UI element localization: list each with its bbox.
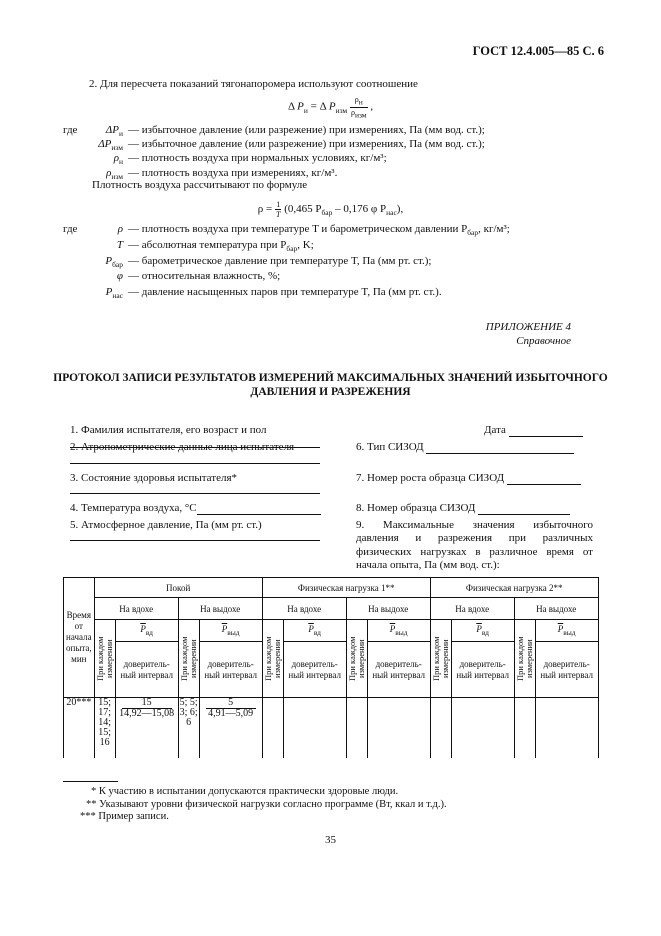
measurement-value: 6 [186,717,192,728]
definition-text: — плотность воздуха при измерениях, кг/м³. [128,166,338,179]
field-4-temperature: 4. Температура воздуха, °С [70,502,321,515]
confidence-interval-header: доверитель-ный интервал [535,642,598,698]
empty-cell[interactable] [283,698,346,758]
phase-inhale: На вдохе [430,598,514,620]
field-9-line: физических нагрузках в различное время от [356,545,593,558]
confidence-interval-header: доверитель-ный интервал [367,642,430,698]
field-9-line: давления и разрежения при различных [356,532,593,545]
field-8-sample: 8. Номер образца СИЗОД [356,502,570,515]
footnote: *** Пример записи. [80,811,169,823]
measurement-value: 15; [98,697,112,708]
p-inhale-header: $\overline{P}_{вд}$ [283,620,346,642]
each-measurement-label: При каждом измерении [262,636,282,681]
measurement-value: 15; [98,727,112,738]
size-line[interactable] [507,472,581,485]
phase-exhale: На выдохе [514,598,598,620]
empty-cell[interactable] [514,698,535,758]
each-measurement-label: При каждом измерении [430,636,450,681]
time-header: Время от начала опыта, мин [64,578,95,698]
sample-line[interactable] [478,502,570,515]
definition-text: — избыточное давление (или разрежение) при измерениях, Па (мм вод. ст.); [128,138,485,151]
confidence-interval-header: доверитель-ный интервал [199,642,262,698]
field-9-line: 9. Максимальные значения избыточного [356,519,593,531]
definition-text: — барометрическое давление при температуре T, Па (мм рт. ст.); [128,254,432,267]
rest-inhale-value: 15 14,92—15,08 [115,698,178,758]
definition-symbol: ρ [117,223,123,235]
definition-text: — абсолютная температура при $P_{бар}$, K; [128,238,314,253]
empty-cell[interactable] [346,698,367,758]
definition-text: — давление насыщенных паров при температуре T, Па (мм рт. ст.). [128,286,442,299]
group-load-1: Физическая нагрузка 1** [262,578,430,598]
p-exhale-header: $\overline{P}_{выд}$ [199,620,262,642]
definition-symbol: $\rho_{изм}$ [106,166,123,181]
definition-text: — относительная влажность, %; [128,270,281,283]
measurement-value: 14; [98,717,112,728]
group-rest: Покой [94,578,262,598]
field-6-type: 6. Тип СИЗОД [356,441,574,454]
formula-density: ρ = $\frac{1}{T}$ (0,465 $P_{бар} - 0,176$ φ $P_{нас}$), [257,200,404,219]
definition-symbol: $P_{бар}$ [105,254,123,269]
paragraph-2: 2. Для пересчета показаний тягонапоромера используют соотношение [89,78,418,90]
protocol-title: ПРОТОКОЛ ЗАПИСИ РЕЗУЛЬТАТОВ ИЗМЕРЕНИЙ МАКСИМАЛЬНЫХ ЗНАЧЕНИЙ ИЗБЫТОЧНОГО ДАВЛЕНИЯ И РАЗРЕЖЕНИЯ [53,372,608,398]
each-measurement-label: При каждом измерении [514,636,534,681]
group-load-2: Физическая нагрузка 2** [430,578,598,598]
each-measurement-label: При каждом измерении [178,636,198,681]
empty-cell[interactable] [430,698,451,758]
measurement-value: 3; 6; [179,707,198,718]
field-1-name: 1. Фамилия испытателя, его возраст и пол [70,424,267,436]
p-exhale-header: $\overline{P}_{выд}$ [367,620,430,642]
footnote-separator [63,781,118,782]
line-5[interactable] [70,540,320,541]
measurement-table [63,577,599,758]
confidence-interval-header: доверитель-ный интервал [115,642,178,698]
page-number: 35 [325,834,336,846]
appendix-label: ПРИЛОЖЕНИЕ 4 Справочное [485,321,571,347]
field-9-values [356,519,593,573]
date-line[interactable] [509,424,583,437]
definition-prefix: где [63,124,78,136]
footnotes [60,786,447,824]
field-9-line: начала опыта, Па (мм вод. ст.): [356,559,500,572]
each-measurement-header [178,620,199,698]
definition-symbol: T [116,238,123,251]
field-3-health: 3. Состояние здоровья испытателя* [70,472,237,484]
definition-prefix: где [63,223,78,235]
each-measurement-header [94,620,115,698]
each-measurement-header [262,620,283,698]
each-measurement-header [346,620,367,698]
measurement-value: 5; 5; [179,697,198,708]
density-intro: Плотность воздуха рассчитывают по формуле [92,179,308,191]
each-measurement-header [514,620,535,698]
page-header: ГОСТ 12.4.005—85 С. 6 [472,44,604,58]
definition-text: — плотность воздуха при температуре T и барометрическом давлении $P_{бар}$, кг/м³; [128,223,510,238]
temperature-line[interactable] [197,502,321,515]
line-3[interactable] [70,493,320,494]
empty-cell[interactable] [262,698,283,758]
measurement-value: 16 [99,737,110,748]
field-7-size: 7. Номер роста образца СИЗОД [356,472,581,485]
confidence-interval-header: доверитель-ный интервал [451,642,514,698]
field-2-anthropometric: 2. Атропометрические данные лица испытателя [70,441,295,453]
each-measurement-header [430,620,451,698]
definition-symbol: φ [116,270,123,283]
phase-exhale: На выдохе [346,598,430,620]
line-2[interactable] [70,463,320,464]
footnote: ** Указывают уровни физической нагрузки согласно программе (Вт, ккал и т.д.). [86,798,447,810]
definition-text: — избыточное давление (или разрежение) при измерениях, Па (мм вод. ст.); [128,124,485,136]
empty-cell[interactable] [367,698,430,758]
field-date: Дата [484,424,583,437]
field-5-pressure: 5. Атмосферное давление, Па (мм рт. ст.) [70,519,262,531]
phase-exhale: На выдохе [178,598,262,620]
confidence-interval-header: доверитель-ный интервал [283,642,346,698]
each-measurement-label: При каждом измерении [346,636,366,681]
measurement-value: 17; [98,707,112,718]
empty-cell[interactable] [451,698,514,758]
each-measurement-label: При каждом измерении [94,636,114,681]
rest-exhale-value: 5 4,91—5,09 [199,698,262,758]
phase-inhale: На вдохе [262,598,346,620]
rest-inhale-each [94,698,115,758]
empty-cell[interactable] [535,698,598,758]
formula-pressure: Δ $P_и = \Delta$ $P_{изм}$ $\frac{\rho_н}{\rho_{изм}}$ , [287,95,374,120]
footnote: * К участию в испытании допускаются практически здоровые люди. [91,786,399,797]
row-time: 20*** [64,698,95,758]
p-exhale-header: $\overline{P}_{выд}$ [535,620,598,642]
type-line[interactable] [426,441,574,454]
p-inhale-header: $\overline{P}_{вд}$ [451,620,514,642]
definition-symbol: $P_{нас}$ [105,286,123,301]
phase-inhale: На вдохе [94,598,178,620]
definition-symbol: $\Delta P_{изм}$ [98,138,123,153]
rest-exhale-each [178,698,199,758]
p-inhale-header: $\overline{P}_{вд}$ [115,620,178,642]
definition-symbol: $\Delta P_и$ [105,124,123,139]
definition-symbol: $\rho_н$ [113,152,123,167]
definition-text: — плотность воздуха при нормальных условиях, кг/м³; [128,152,387,165]
